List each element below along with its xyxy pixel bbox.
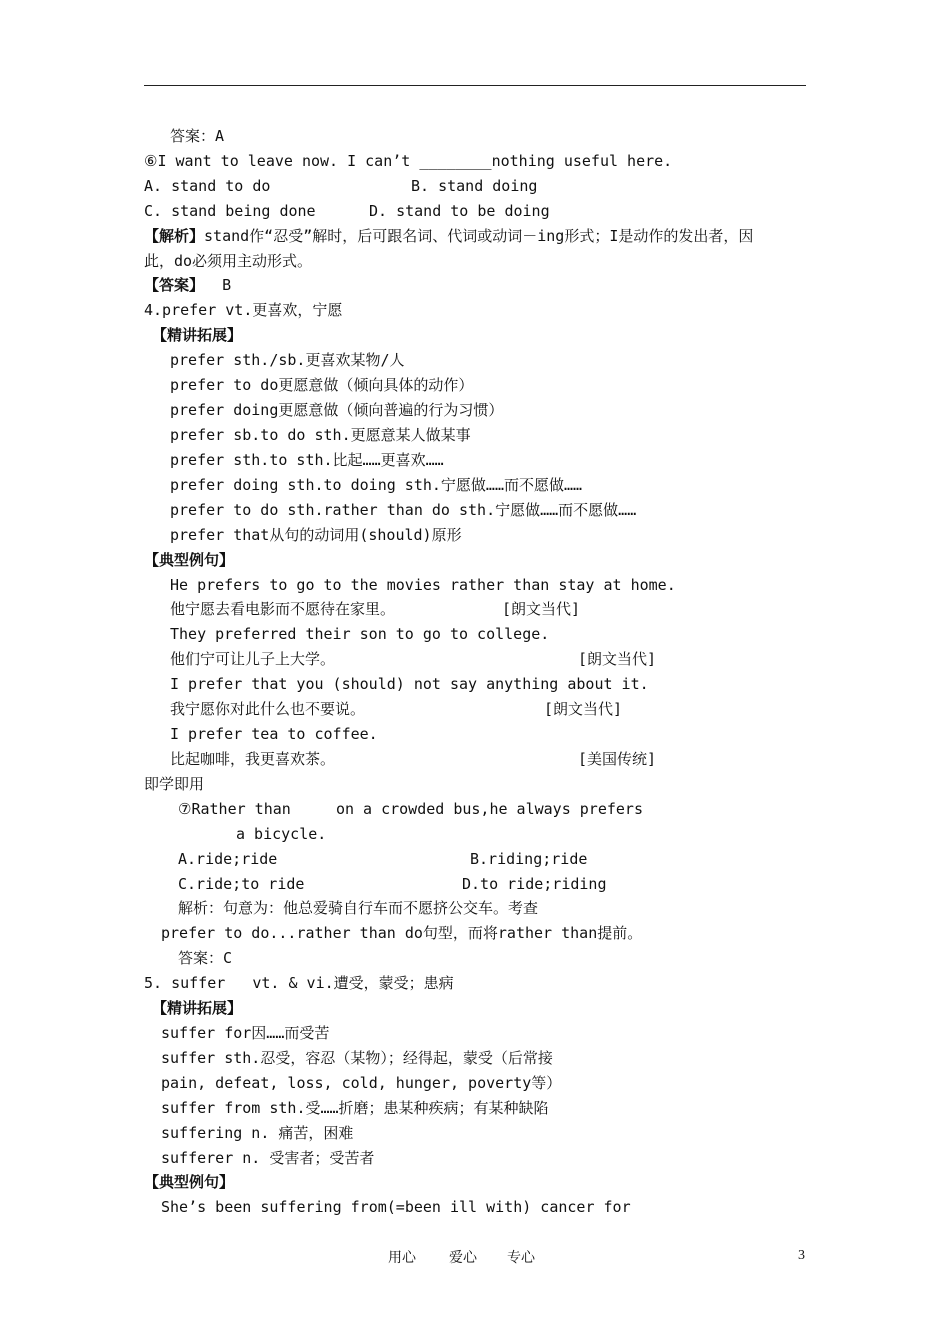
text-line: suffer from sth.受……折磨；患某种疾病；有某种缺陷: [161, 1099, 549, 1117]
text-line: prefer sth./sb.更喜欢某物/人: [170, 351, 405, 369]
text-line: C.ride;to ride: [178, 875, 305, 893]
text-line: ⑦Rather than on a crowded bus,he always prefers: [178, 800, 643, 818]
text-line: suffering n. 痛苦，困难: [161, 1124, 354, 1142]
text-line: 此，do必须用主动形式。: [144, 252, 313, 270]
text-line: D. stand to be doing: [369, 202, 550, 220]
text-line: 【典型例句】: [144, 551, 235, 569]
text-line: prefer to do sth.rather than do sth.宁愿做……而不愿做……: [170, 501, 637, 519]
text-line: 【解析】stand作“忍受”解时，后可跟名词、代词或动词－ing形式；I是动作的发出者，因: [144, 227, 754, 245]
text-line: 【精讲拓展】: [152, 326, 243, 344]
text-line: D.to ride;riding: [462, 875, 607, 893]
text-line: ⑥I want to leave now. I can’t ________nothing useful here.: [144, 152, 673, 170]
text-line: prefer sb.to do sth.更愿意某人做某事: [170, 426, 471, 444]
text-line: prefer to do更愿意做（倾向具体的动作）: [170, 376, 474, 394]
footer-right: 专心: [507, 1250, 535, 1266]
header-rule: [144, 85, 806, 86]
text-line: pain, defeat, loss, cold, hunger, poverty等）: [161, 1074, 562, 1092]
text-line: 【答案】 B: [144, 276, 232, 294]
text-line: sufferer n. 受害者；受苦者: [161, 1149, 375, 1167]
text-line: 他宁愿去看电影而不愿待在家里。: [170, 600, 396, 618]
text-line: a bicycle.: [236, 825, 327, 843]
text-line: 即学即用: [144, 775, 205, 793]
text-line: B. stand doing: [411, 177, 538, 195]
text-line: 【精讲拓展】: [152, 999, 243, 1017]
text-line: 答案：A: [170, 127, 225, 145]
text-line: [美国传统]: [578, 750, 657, 768]
text-line: prefer that从句的动词用(should)原形: [170, 526, 462, 544]
text-line: He prefers to go to the movies rather than stay at home.: [170, 576, 676, 594]
text-line: C. stand being done: [144, 202, 316, 220]
page-number: 3: [798, 1248, 805, 1263]
text-line: 比起咖啡，我更喜欢茶。: [170, 750, 336, 768]
text-line: 4.prefer vt.更喜欢，宁愿: [144, 301, 343, 319]
text-line: A.ride;ride: [178, 850, 278, 868]
text-line: suffer for因……而受苦: [161, 1024, 330, 1042]
text-line: 解析：句意为：他总爱骑自行车而不愿挤公交车。考查: [178, 899, 539, 917]
text-line: They preferred their son to go to college.: [170, 625, 550, 643]
text-line: prefer doing sth.to doing sth.宁愿做……而不愿做……: [170, 476, 583, 494]
text-line: suffer sth.忍受，容忍（某物）；经得起，蒙受（后常接: [161, 1049, 553, 1067]
text-line: A. stand to do: [144, 177, 271, 195]
text-line: 他们宁可让儿子上大学。: [170, 650, 336, 668]
text-line: [朗文当代]: [502, 600, 581, 618]
text-line: 【典型例句】: [144, 1173, 235, 1191]
text-line: B.riding;ride: [470, 850, 588, 868]
text-line: prefer doing更愿意做（倾向普遍的行为习惯）: [170, 401, 504, 419]
text-line: 5. suffer vt. & vi.遭受，蒙受；患病: [144, 974, 454, 992]
text-line: 我宁愿你对此什么也不要说。: [170, 700, 366, 718]
text-line: prefer to do...rather than do句型，而将rather than提前。: [161, 924, 643, 942]
text-line: I prefer tea to coffee.: [170, 725, 378, 743]
text-line: prefer sth.to sth.比起……更喜欢……: [170, 451, 444, 469]
text-line: [朗文当代]: [544, 700, 623, 718]
footer-middle: 爱心: [449, 1250, 477, 1266]
text-line: [朗文当代]: [578, 650, 657, 668]
text-line: I prefer that you (should) not say anything about it.: [170, 675, 649, 693]
text-line: She’s been suffering from(=been ill with) cancer for: [161, 1198, 631, 1216]
text-line: 答案：C: [178, 949, 233, 967]
footer-left: 用心: [388, 1250, 416, 1266]
